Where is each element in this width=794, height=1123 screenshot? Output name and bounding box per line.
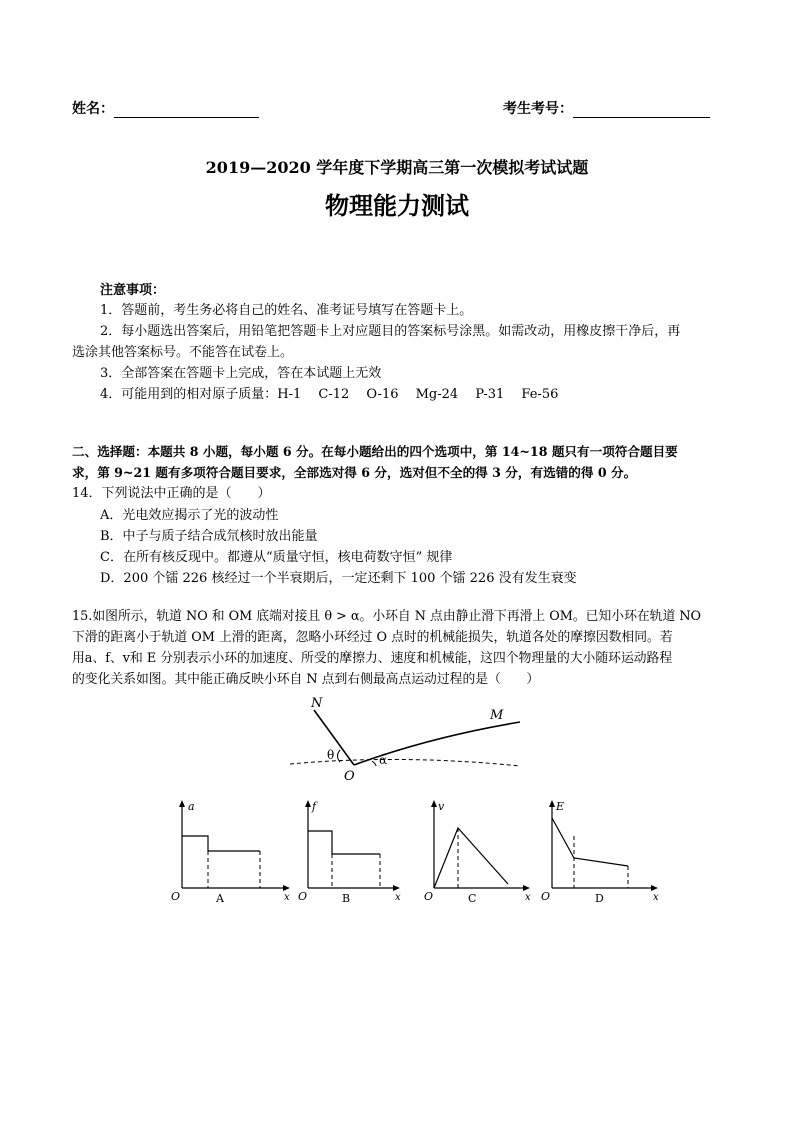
origin-label: O	[541, 890, 551, 903]
graph-b	[296, 796, 424, 908]
question-15-stem: 用a、f、v和 E 分别表示小环的加速度、所受的摩擦力、速度和机械能，这四个物理量的大小随环运动路程	[72, 651, 673, 666]
origin-label: O	[424, 890, 434, 903]
section-heading: 求，第 9~21 题有多项符合题目要求，全部选对得 6 分，选对但不全的得 3 分，有选错的得 0 分。	[72, 465, 637, 480]
graph-caption: A	[216, 892, 224, 905]
graph-line	[182, 836, 260, 851]
question-14-option-d: D．200 个镭 226 核经过一个半衰期后，一定还剩下 100 个镭 226 没有发生衰变	[100, 571, 577, 586]
name-label: 姓名：	[72, 101, 114, 117]
exam-number-field	[503, 98, 710, 118]
graph-caption: D	[595, 892, 604, 905]
graph-line	[434, 828, 508, 888]
y-axis-label: a	[188, 800, 195, 813]
x-axis-label: x	[395, 892, 401, 903]
label-n: N	[311, 696, 323, 711]
notes-item: 选涂其他答案标号。不能答在试卷上。	[72, 345, 294, 360]
graph-c	[424, 796, 540, 908]
x-axis-arrow	[651, 885, 658, 891]
name-blank	[114, 103, 259, 118]
x-axis-arrow	[393, 885, 400, 891]
alpha-arc	[372, 761, 376, 766]
label-m: M	[490, 708, 504, 723]
graph-line	[552, 818, 628, 866]
y-axis-arrow	[179, 800, 185, 807]
question-14-stem: 14．下列说法中正确的是（ ）	[72, 486, 271, 501]
graph-a	[168, 796, 296, 908]
notes-item: 3．全部答案在答题卡上完成，答在本试题上无效	[100, 366, 382, 381]
graph-line	[308, 831, 380, 854]
y-axis-arrow	[431, 800, 437, 807]
track-figure	[280, 692, 540, 782]
exam-number-blank	[573, 103, 710, 118]
y-axis-label: E	[556, 800, 565, 813]
exam-number-label: 考生考号：	[503, 101, 573, 117]
x-axis-arrow	[283, 885, 290, 891]
graph-d	[540, 796, 666, 908]
exam-title: 2019—2020 学年度下学期高三第一次模拟考试试题	[205, 158, 589, 177]
notes-heading: 注意事项：	[100, 283, 166, 298]
question-15-stem: 15.如图所示，轨道 NO 和 OM 底端对接且 θ > α。小环自 N 点由静止滑下再滑上 OM。已知小环在轨道 NO	[72, 609, 702, 624]
notes-item: 2．每小题选出答案后，用铅笔把答题卡上对应题目的答案标号涂黑。如需改动，用橡皮擦干净后，再	[100, 324, 681, 339]
origin-label: O	[298, 890, 308, 903]
x-axis-label: x	[525, 892, 531, 903]
question-14-option-a: A．光电效应揭示了光的波动性	[100, 508, 279, 523]
y-axis-label: v	[438, 800, 445, 813]
y-axis-arrow	[305, 800, 311, 807]
x-axis-label: x	[653, 892, 659, 903]
notes-item: 1．答题前，考生务必将自己的姓名、准考证号填写在答题卡上。	[100, 303, 473, 318]
question-14-option-c: C．在所有核反现中。都遵从“质量守恒，核电荷数守恒” 规律	[100, 550, 453, 565]
ground-dashed-line	[290, 759, 520, 766]
question-14-option-b: B．中子与质子结合成氘核时放出能量	[100, 529, 318, 544]
x-axis-label: x	[284, 892, 290, 903]
section-heading: 二、选择题：本题共 8 小题，每小题 6 分。在每小题给出的四个选项中，第 14~18 题只有一项符合题目要	[72, 444, 678, 459]
label-alpha: α	[379, 753, 388, 767]
exam-subject-title: 物理能力测试	[325, 191, 469, 220]
y-axis-arrow	[549, 800, 555, 807]
question-15-stem: 下滑的距离小于轨道 OM 上滑的距离，忽略小环经过 O 点时的机械能损失，轨道各处的摩擦因数相同。若	[72, 630, 673, 645]
origin-label: O	[171, 890, 181, 903]
x-axis-arrow	[523, 885, 530, 891]
label-o: O	[344, 769, 355, 782]
notes-item: 4．可能用到的相对原子质量：H-1 C-12 O-16 Mg-24 P-31 Fe-56	[100, 387, 559, 402]
question-15-stem: 的变化关系如图。其中能正确反映小环自 N 点到右侧最高点运动过程的是（ ）	[72, 672, 540, 687]
name-field	[72, 98, 259, 118]
label-theta: θ	[327, 748, 335, 762]
graph-caption: B	[342, 892, 351, 905]
y-axis-label: f	[312, 800, 317, 813]
graph-caption: C	[468, 892, 477, 905]
